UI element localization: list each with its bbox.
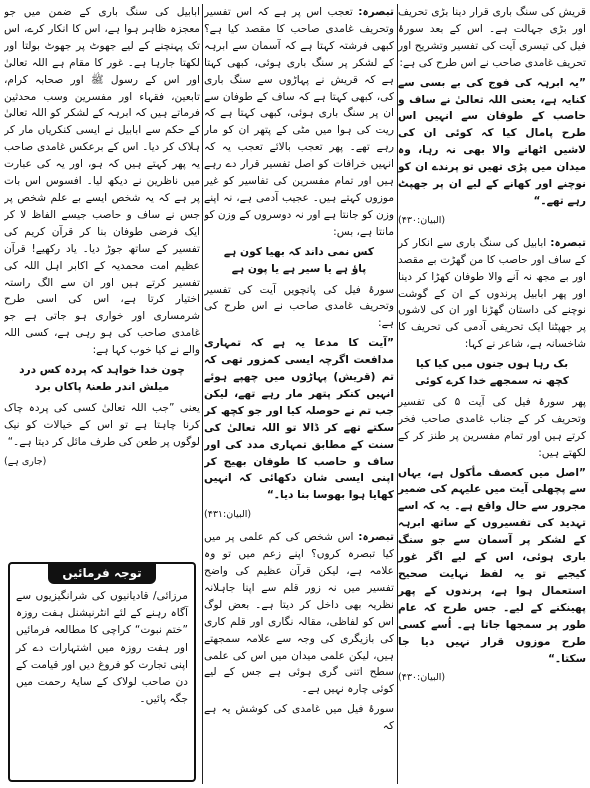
paragraph: ابابیل کی سنگ باری کے ضمن میں جو معجزہ ظاہر ہوا ہے، اس کا انکار کرے، اس تک پہنچنے کے لیے جھوٹ پر جھوٹ بولتا اور لکھتا جارہا ہے۔ غور کا مقام ہے اللہ تعالیٰ اور اس کے رسول ﷺ اور صحابہ کرام، تابعین، فقہاء اور مفسرین وسب محدثین فرماتے ہیں کہ ابرہہ کے لشکر کو اللہ تعالیٰ کے حکم سے ابابیل نے ایسی کنکریاں مار کر ہلاک کر دیا۔ اس کے برعکس غامدی صاحب یہ پھر کہتے ہیں کہ ہو، اور یہ کی عبارت میں ناظرین نے دیکھ لیا۔ افسوس اس بات پر ہے کہ یہ شخص ایسے بے علم شخص پر جس نے ساف و حاصب جیسے الفاظ لا کر ایک فرضی طوفان بنا کر قرآن کریم کی تفسیر کے ساتھ جوڑ دیا۔ یاد رکھیے! قرآن عظیم امت محمدیہ کے اکابر اہل اللہ کی تفسیر کرتے ہیں اور ان سے الگ راستہ اختیار کرتا ہے، اس کی اسی طرح شرمساری اور خواری ہو جاتی ہے جو غامدی صاحب کی ہو رہی ہے، کسی اللہ والے نے کیا خوب کہا ہے: <box>4 6 200 357</box>
paragraph: سورۂ فیل کی پانچویں آیت کی تفسیر وتحریف غامدی صاحب نے اس طرح کی ہے: <box>204 283 394 330</box>
commentary-label: تبصرہ: <box>358 531 394 544</box>
verse <box>4 362 200 396</box>
verse-line: کس نمی داند کہ بھیا کون ہے <box>223 245 375 258</box>
commentary-text: ابابیل کی سنگ باری سے انکار کر کے ساف اور حاصب کا من گھڑت بے مقصد اور بے مجھ نہ آنے والا طوفان کھڑا کر دینا اور پھر ابابیل پرندوں کے ان کے گوشت نوچنے کی داستان گھڑنا اور ان کی لاشوں پر جھپٹنا ایک تحریفی آدمی کی تحریف کا شاخسانہ ہے، شاعر نے کہا: <box>398 236 586 351</box>
paragraph: یعنی ”جب اللہ تعالیٰ کسی کی پردہ چاک کرنا چاہتا ہے تو اس کے خیالات کو نیک لوگوں پر طعن کی طرف مائل کر دیتا ہے۔“ <box>4 401 200 448</box>
commentary-label: تبصرہ: <box>550 236 586 249</box>
notice-title: توجہ فرمائیں <box>48 562 156 584</box>
paragraph: سورۂ فیل میں غامدی کی کوشش یہ ہے کہ <box>204 703 394 733</box>
right-column <box>398 4 586 784</box>
commentary-text: تعجب اس پر ہے کہ اس تفسیر وتحریف غامدی صاحب کا مقصد کیا ہے؟ کبھی فرشتہ کہتا ہے کہ آسمان سے ابرہہ کے لشکر پر سنگ باری ہوئی، کبھی کہتا ہے کہ قریش نے پہاڑوں سے سنگ باری کی، کبھی کہتا ہے کہ ساف کے طوفان سے ان پر سنگ باری ہوئی، کبھی کہتا ہے کہ ریت کی ہوا میں مٹی کے پتھر ان کو مار رہے تھے۔ پھر تعجب بالائے تعجب یہ کہ انہیں خرافات کو اصل تفسیر قرار دے رہے ہیں اور تمام مفسرین کی تفاسیر کو غیر موزوں کہتے ہیں۔ عجیب آدمی ہے، نہ اپنے وزن کو جانتا ہے اور نہ دوسروں کے وزن کو مانتا ہے، بس: <box>204 6 394 238</box>
verse-line: پاؤ ہے یا سیر ہے یا پون ہے <box>231 262 367 275</box>
notice-box <box>8 562 196 782</box>
verse <box>204 244 394 278</box>
reference: (البیان:۴۳۰) <box>398 214 446 226</box>
paragraph <box>204 529 394 698</box>
quotation: ”آیت کا مدعا یہ ہے کہ تمہاری مدافعت اگرچہ ایسی کمزور تھی کہ تم (قریش) پہاڑوں میں چھپے ہوئے انہیں کنکر پتھر مار رہے تھے، لیکن جب تم نے حوصلہ کیا اور جو کچھ کر سکتے تھے کر ڈالا تو اللہ تعالیٰ کی سنت کے مطابق تمہاری مدد کی اور ساف و حاصب کا طوفان بھیج کر اپنی ایسی شان دکھائی کہ انہیں کھایا ہوا بھوسا بنا دیا۔“ <box>204 337 394 502</box>
middle-column <box>204 4 394 784</box>
verse <box>398 356 586 390</box>
verse-line: میلش اندر طعنۂ پاکاں برد <box>34 380 170 393</box>
paragraph: پھر سورۂ فیل کی آیت ۵ کی تفسیر وتحریف کر کے جناب غامدی صاحب فخر کرتے ہیں اور تمام مفسرین پر طنز کر کے لکھتے ہیں: <box>398 395 586 459</box>
verse-line: بک رہا ہوں جنوں میں کیا کیا <box>415 358 569 371</box>
paragraph <box>398 235 586 353</box>
verse-line: چون خدا خواہد کہ پردہ کس درد <box>19 364 185 377</box>
left-column <box>4 4 200 556</box>
commentary-text: اس شخص کی کم علمی پر میں کیا تبصرہ کروں؟ اپنے زعم میں تو وہ علامہ ہے، لیکن قرآن عظیم کی واضح تفسیر میں نہ زور قلم سے اپنا جاہلانہ نظریہ بھی داخل کر دیتا ہے۔ بعض لوگ اس کو لفاظی، مقالہ نگاری اور قلم کاری کی بازیگری کی وجہ سے علامہ سمجھتے ہیں، لیکن علمی میدان میں اس کی علمی سطح اتنی گری ہوئی ہے جس کے لیے کوئی چارہ نہیں ہے۔ <box>204 531 394 696</box>
verse-line: کچھ نہ سمجھے خدا کرے کوئی <box>415 375 569 388</box>
quotation: ”اصل میں کعصف مأکول ہے، یہاں سے پچھلی آیت میں علیہم کی ضمیر مجرور سے حال واقع ہے۔ یہ کہ اسے تہدید کی تفسیروں کے ساتھ ابرہہ کے لشکر پر آسمان سے جو سنگ باری ہوئی، اس کے لیے اگر غور کیجیے تو یہ لفظ نہایت صحیح استعمال ہوا ہے، پرندوں کے پھر پھینکنے کے لیے۔ جس طرح کہ عام طور پر سمجھا جاتا ہے۔ اُسے کسی طرح موزوں قرار نہیں دیا جا سکتا۔“ <box>398 466 586 665</box>
paragraph: قریش کی سنگ باری قرار دینا بڑی تحریف اور بڑی جہالت ہے۔ اس کے بعد سورۂ فیل کی تیسری آیت کی تفسیر وتشریح اور تحریف غامدی صاحب نے اس طرح کی ہے: <box>398 6 586 69</box>
reference: (البیان:۴۳۱) <box>204 509 252 521</box>
commentary-label: تبصرہ: <box>358 6 394 18</box>
paragraph <box>204 4 394 241</box>
to-be-continued: (جاری ہے) <box>4 455 47 467</box>
reference: (البیان:۴۳۰) <box>398 672 446 684</box>
quotation: ”یہ ابرہہ کی فوج کی بے بسی سے کنایہ ہے، یعنی اللہ تعالیٰ نے ساف و حاصب کے طوفان سے انہیں اس طرح پامال کیا کہ کوئی ان کی لاشیں اٹھانے والا بھی نہ رہا، وہ میدان میں پڑی تھیں تو پرندے ان کو نوچنے اور کھانے کے لیے ان پر جھپٹ رہے تھے۔“ <box>398 76 586 207</box>
column-divider <box>202 4 203 784</box>
notice-body: مرزائی/ قادیانیوں کی شرانگیزیوں سے آگاہ رہنے کے لئے انٹرنیشنل ہفت روزہ ”ختم نبوت“ کراچی کا مطالعہ فرمائیں اور ہفت روزہ میں اشتہارات دے کر اپنی تجارت کو فروغ دیں اور قیامت کے دن صاحب لولاک کے سایۂ رحمت میں جگہ پائیں۔ <box>16 590 188 706</box>
